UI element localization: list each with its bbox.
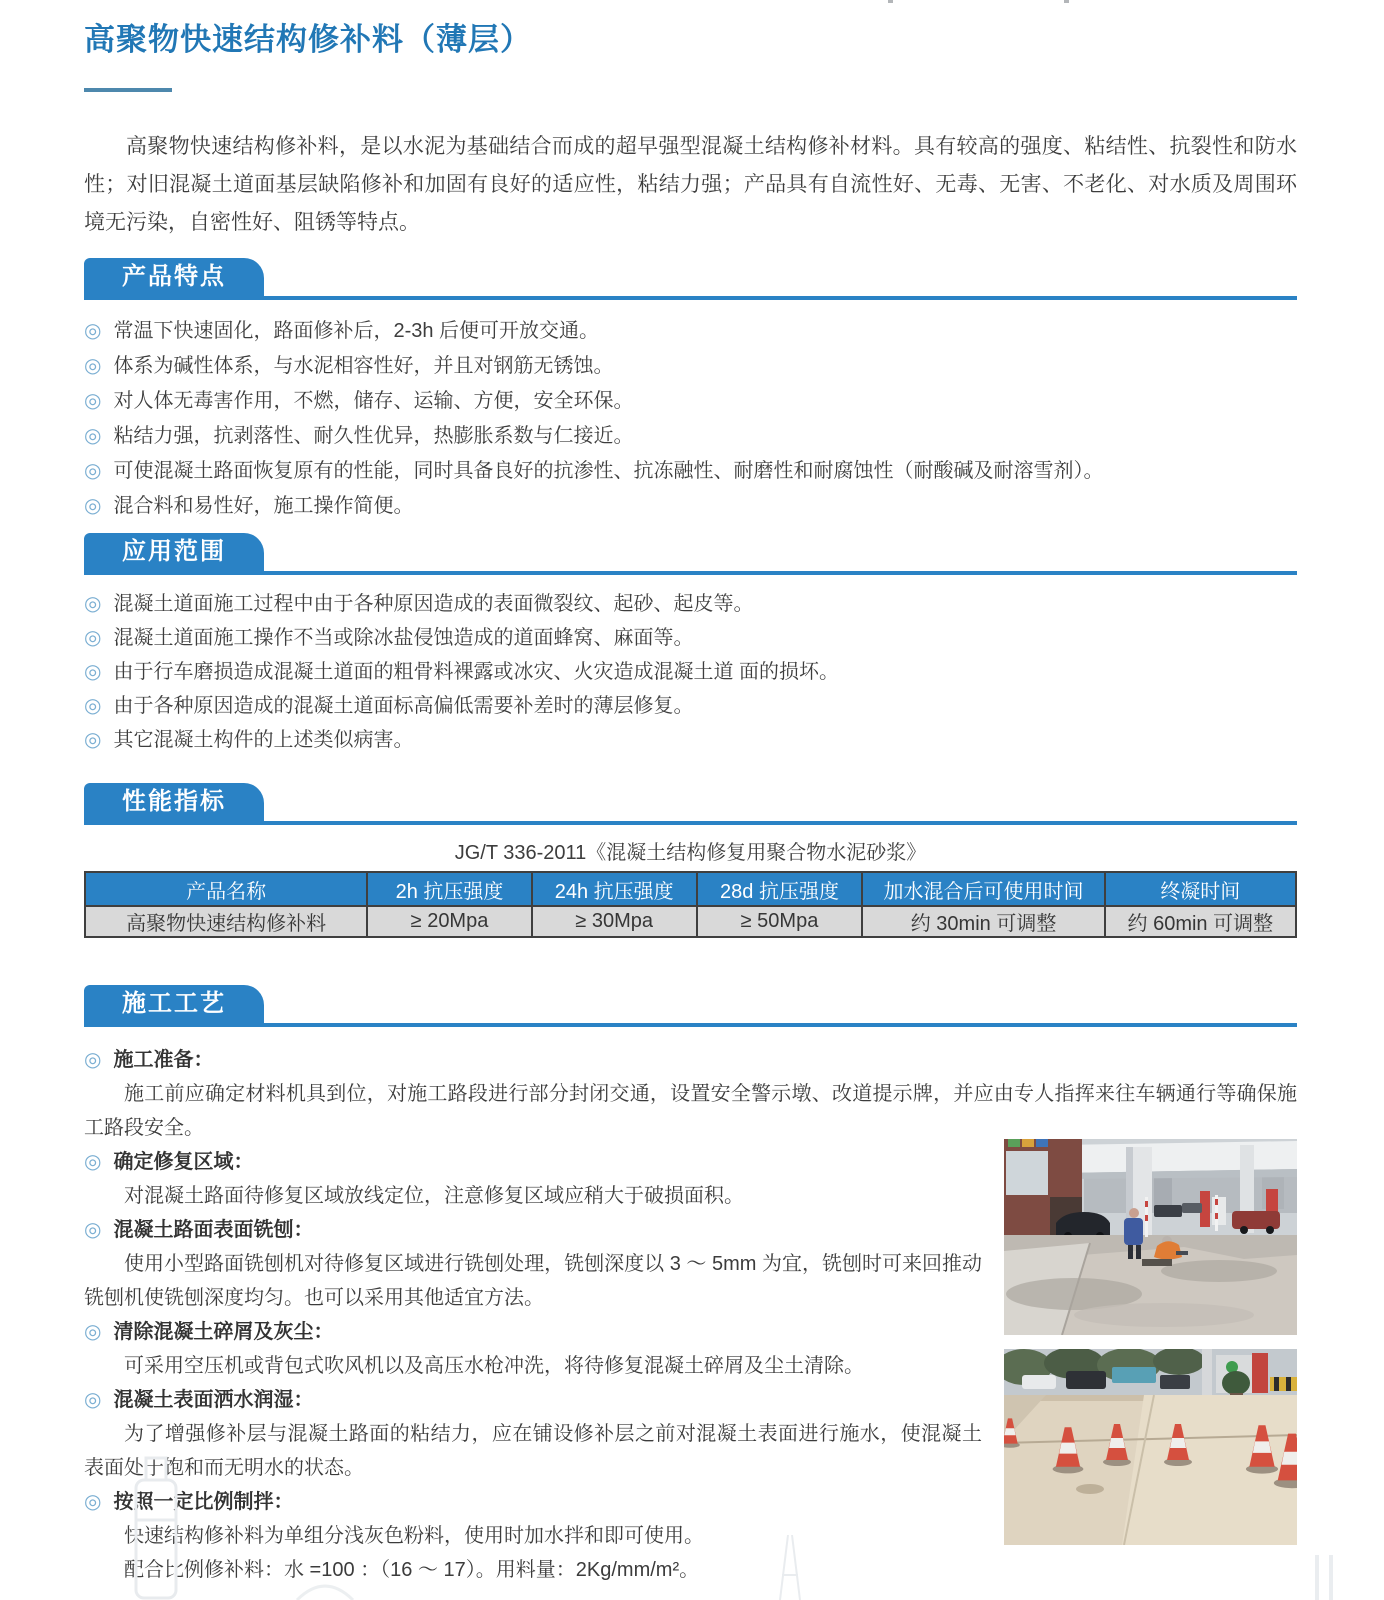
circle-bullet-icon: ◎ — [84, 1219, 102, 1241]
list-item — [84, 655, 1297, 689]
circle-bullet-icon: ◎ — [84, 695, 102, 717]
circle-bullet-icon: ◎ — [84, 1151, 102, 1173]
circle-bullet-icon: ◎ — [84, 627, 102, 649]
list-item-text: 体系为碱性体系，与水泥相容性好，并且对钢筋无锈蚀。 — [113, 355, 614, 377]
step-description: 施工前应确定材料机具到位，对施工路段进行部分封闭交通，设置安全警示墩、改道提示牌，并应由专人指挥来往车辆通行等确保施工路段安全。 — [84, 1083, 1297, 1139]
table-header-cell: 24h 抗压强度 — [532, 872, 697, 906]
list-item — [84, 419, 1297, 454]
table-cell: 高聚物快速结构修补料 — [85, 906, 367, 937]
section-tab-applications: 应用范围 — [84, 533, 264, 571]
circle-bullet-icon: ◎ — [84, 1491, 102, 1513]
circle-bullet-icon: ◎ — [84, 355, 102, 377]
step-description: 使用小型路面铣刨机对待修复区域进行铣刨处理，铣刨深度以 3 ～ 5mm 为宜，铣刨时可来回推动铣刨机使铣刨深度均匀。也可以采用其他适宜方法。 — [84, 1253, 982, 1309]
list-item — [84, 689, 1297, 723]
circle-bullet-icon: ◎ — [84, 320, 102, 342]
section-applications — [84, 533, 1297, 575]
document-page — [84, 0, 1297, 1587]
steps-with-photos — [84, 1145, 1297, 1587]
circle-bullet-icon: ◎ — [84, 1049, 102, 1071]
list-item-text: 混凝土道面施工操作不当或除冰盐侵蚀造成的道面蜂窝、麻面等。 — [113, 627, 694, 649]
step-label-text: 混凝土路面表面铣刨： — [113, 1219, 314, 1241]
table-cell: 约 60min 可调整 — [1105, 906, 1296, 937]
step-label-text: 清除混凝土碎屑及灰尘： — [113, 1321, 334, 1343]
section-construction — [84, 985, 1297, 1027]
list-item — [84, 454, 1297, 489]
circle-bullet-icon: ◎ — [84, 460, 102, 482]
table-cell: ≥ 20Mpa — [367, 906, 532, 937]
circle-bullet-icon: ◎ — [84, 390, 102, 412]
list-item — [84, 723, 1297, 757]
photo-traffic-cones-repaired-area — [1004, 1349, 1297, 1545]
list-item — [84, 384, 1297, 419]
step-description: 对混凝土路面待修复区域放线定位，注意修复区域应稍大于破损面积。 — [124, 1185, 744, 1207]
page-title: 高聚物快速结构修补料（薄层） — [84, 22, 532, 57]
circle-bullet-icon: ◎ — [84, 425, 102, 447]
step-label — [84, 1043, 1297, 1077]
construction-steps — [84, 1043, 1297, 1587]
table-header-cell: 终凝时间 — [1105, 872, 1296, 906]
list-item — [84, 621, 1297, 655]
construction-photos — [1004, 1139, 1297, 1545]
step-label-text: 按照一定比例制拌： — [113, 1491, 294, 1513]
list-item-text: 常温下快速固化，路面修补后，2-3h 后便可开放交通。 — [113, 320, 600, 342]
section-rule — [84, 821, 1297, 825]
watermark-bars-outline — [1305, 1555, 1350, 1600]
table-header-row — [85, 872, 1296, 906]
list-item-text: 粘结力强，抗剥落性、耐久性优异，热膨胀系数与仁接近。 — [113, 425, 634, 447]
intro-paragraph: 高聚物快速结构修补料，是以水泥为基础结合而成的超早强型混凝土结构修补材料。具有较高的强度、粘结性、抗裂性和防水性；对旧混凝土道面基层缺陷修补和加固有良好的适应性，粘结力强；产品具有自流性好、无毒、无害、不老化、对水质及周围环境无污染，自密性好、阻锈等特点。 — [84, 135, 1297, 234]
section-rule — [84, 1023, 1297, 1027]
list-item-text: 其它混凝土构件的上述类似病害。 — [113, 729, 414, 751]
list-item-text: 可使混凝土路面恢复原有的性能，同时具备良好的抗渗性、抗冻融性、耐磨性和耐腐蚀性（耐酸碱及耐溶雪剂）。 — [113, 460, 1104, 482]
list-item — [84, 587, 1297, 621]
table-header-cell: 加水混合后可使用时间 — [862, 872, 1104, 906]
section-rule — [84, 571, 1297, 575]
list-item — [84, 489, 1297, 524]
list-item-text: 混凝土道面施工过程中由于各种原因造成的表面微裂纹、起砂、起皮等。 — [113, 593, 754, 615]
list-item — [84, 349, 1297, 384]
list-item — [84, 314, 1297, 349]
circle-bullet-icon: ◎ — [84, 593, 102, 615]
photo-pavement-repair-workers — [1004, 1139, 1297, 1335]
table-cell: ≥ 30Mpa — [532, 906, 697, 937]
section-tab-performance: 性能指标 — [84, 783, 264, 821]
step-label-text: 混凝土表面洒水润湿： — [113, 1389, 314, 1411]
circle-bullet-icon: ◎ — [84, 729, 102, 751]
circle-bullet-icon: ◎ — [84, 495, 102, 517]
features-list — [84, 314, 1297, 524]
step-label-text: 施工准备： — [113, 1049, 214, 1071]
circle-bullet-icon: ◎ — [84, 1321, 102, 1343]
standard-caption: JG/T 336-2011《混凝土结构修复用聚合物水泥砂浆》 — [454, 842, 927, 864]
circle-bullet-icon: ◎ — [84, 661, 102, 683]
step-label-text: 确定修复区域： — [113, 1151, 254, 1173]
step-description: 为了增强修补层与混凝土路面的粘结力，应在铺设修补层之前对混凝土表面进行施水，使混凝土表面处于饱和而无明水的状态。 — [84, 1423, 982, 1479]
step-description: 可采用空压机或背包式吹风机以及高压水枪冲洗，将待修复混凝土碎屑及尘土清除。 — [124, 1355, 864, 1377]
list-item-text: 由于行车磨损造成混凝土道面的粗骨料裸露或冰灾、火灾造成混凝土道 面的损坏。 — [113, 661, 840, 683]
table-header-cell: 2h 抗压强度 — [367, 872, 532, 906]
circle-bullet-icon: ◎ — [84, 1389, 102, 1411]
list-item-text: 混合料和易性好，施工操作简便。 — [113, 495, 414, 517]
applications-list — [84, 587, 1297, 757]
performance-table — [84, 871, 1297, 938]
table-header-cell: 产品名称 — [85, 872, 367, 906]
section-features — [84, 258, 1297, 300]
title-underline-rule — [84, 88, 172, 92]
table-header-cell: 28d 抗压强度 — [697, 872, 863, 906]
table-cell: ≥ 50Mpa — [697, 906, 863, 937]
list-item-text: 对人体无毒害作用，不燃，储存、运输、方便，安全环保。 — [113, 390, 634, 412]
section-tab-construction: 施工工艺 — [84, 985, 264, 1023]
list-item-text: 由于各种原因造成的混凝土道面标高偏低需要补差时的薄层修复。 — [113, 695, 694, 717]
step-description: 配合比例修补料：水 =100 ：（16 ～ 17）。用料量：2Kg/mm/m²。 — [124, 1559, 700, 1581]
table-cell: 约 30min 可调整 — [862, 906, 1104, 937]
section-tab-features: 产品特点 — [84, 258, 264, 296]
step-description: 快速结构修补料为单组分浅灰色粉料，使用时加水拌和即可使用。 — [124, 1525, 704, 1547]
section-performance — [84, 783, 1297, 825]
table-row — [85, 906, 1296, 937]
section-rule — [84, 296, 1297, 300]
